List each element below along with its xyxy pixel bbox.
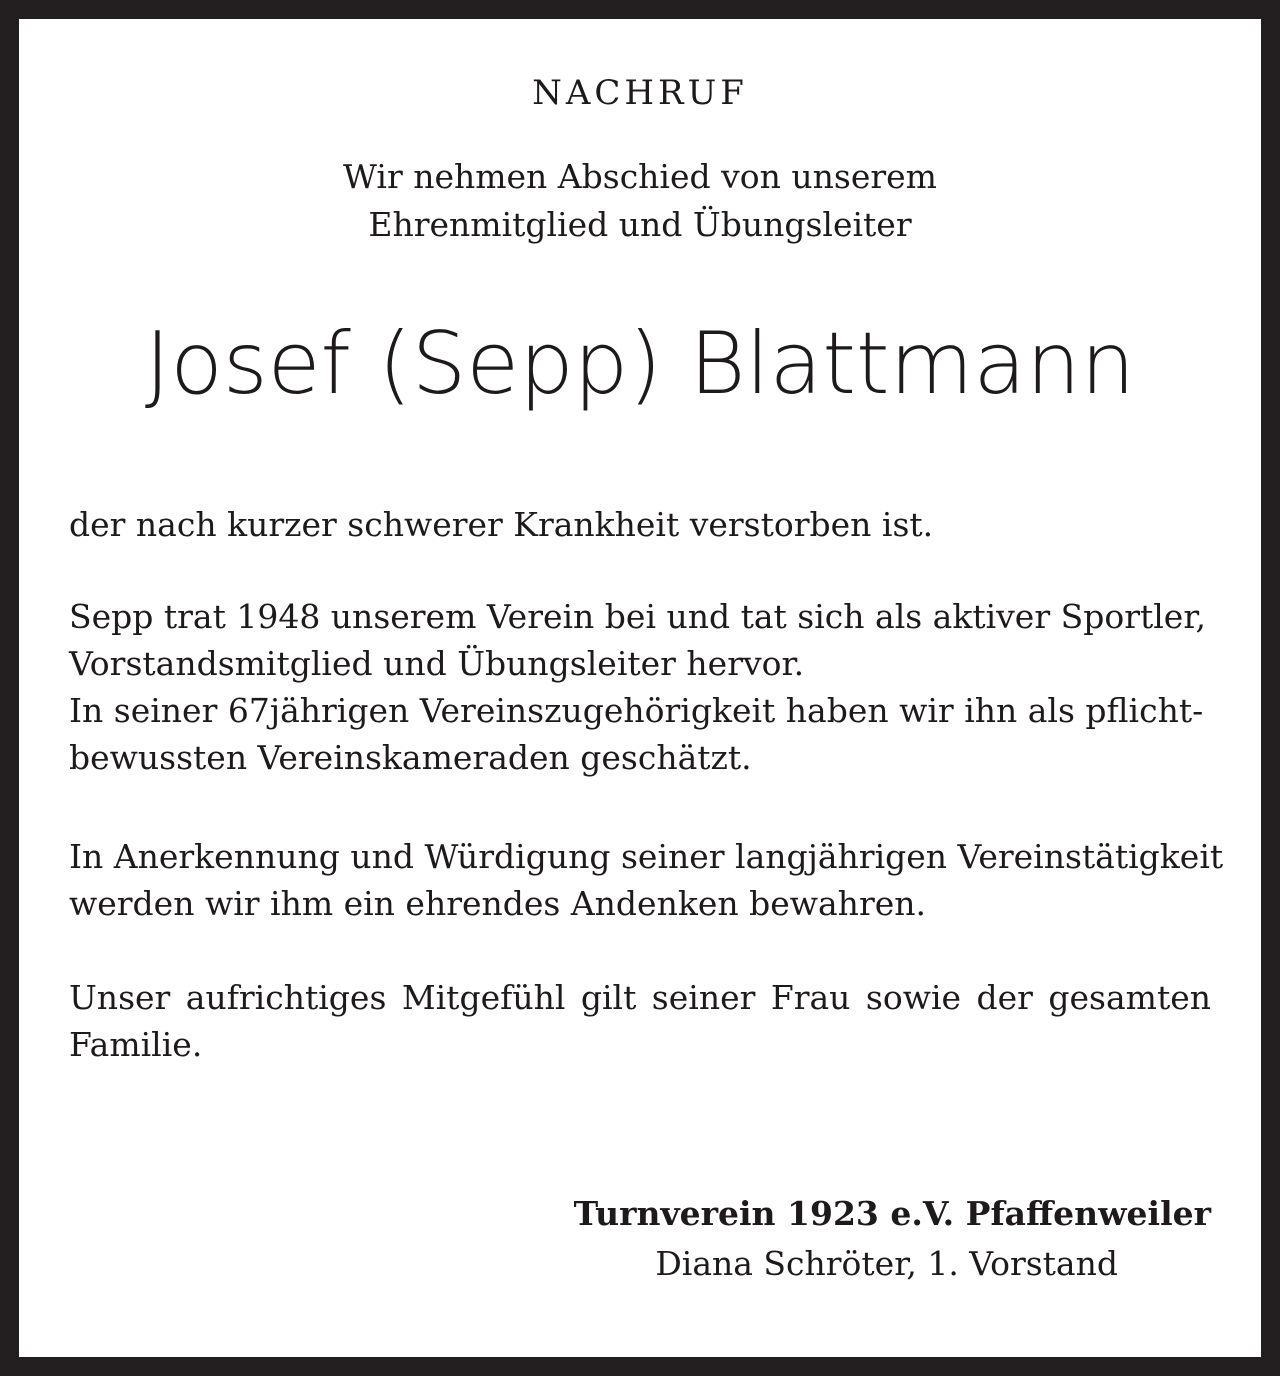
paragraph-line: werden wir ihm ein ehrendes Andenken bewahren. bbox=[69, 884, 926, 923]
paragraph-line: In Anerkennung und Würdigung seiner langjährigen Vereinstätigkeit bbox=[69, 837, 1224, 876]
intro-text bbox=[19, 153, 1261, 249]
paragraph-line: In seiner 67jährigen Vereinszugehörigkeit haben wir ihn als pflicht- bbox=[69, 691, 1204, 730]
paragraph-line: Familie. bbox=[69, 1025, 203, 1064]
notice-heading: NACHRUF bbox=[532, 73, 748, 113]
paragraph-line: Vorstandsmitglied und Übungsleiter hervor. bbox=[69, 644, 805, 683]
organization-name: Turnverein 1923 e.V. Pfaffenweiler bbox=[573, 1194, 1211, 1233]
deceased-name: Josef (Sepp) Blattmann bbox=[144, 314, 1136, 414]
intro-line: Wir nehmen Abschied von unserem bbox=[343, 157, 937, 196]
paragraph-condolence bbox=[69, 974, 1211, 1068]
signature-block bbox=[19, 1189, 1211, 1289]
paragraph-biography bbox=[69, 593, 1211, 781]
paragraph-line: Sepp trat 1948 unserem Verein bei und tat sich als aktiver Sportler, bbox=[69, 597, 1206, 636]
obituary-notice bbox=[19, 19, 1261, 1357]
paragraph-line: der nach kurzer schwerer Krankheit verstorben ist. bbox=[69, 505, 934, 544]
intro-line: Ehrenmitglied und Übungsleiter bbox=[368, 205, 912, 244]
paragraph-death-notice bbox=[69, 501, 1211, 548]
paragraph-line: Unser aufrichtiges Mitgefühl gilt seiner Frau sowie der gesamten bbox=[69, 978, 1211, 1017]
paragraph-remembrance bbox=[69, 833, 1224, 927]
paragraph-line: bewussten Vereinskameraden geschätzt. bbox=[69, 738, 752, 777]
signer-name: Diana Schröter, 1. Vorstand bbox=[655, 1244, 1118, 1283]
